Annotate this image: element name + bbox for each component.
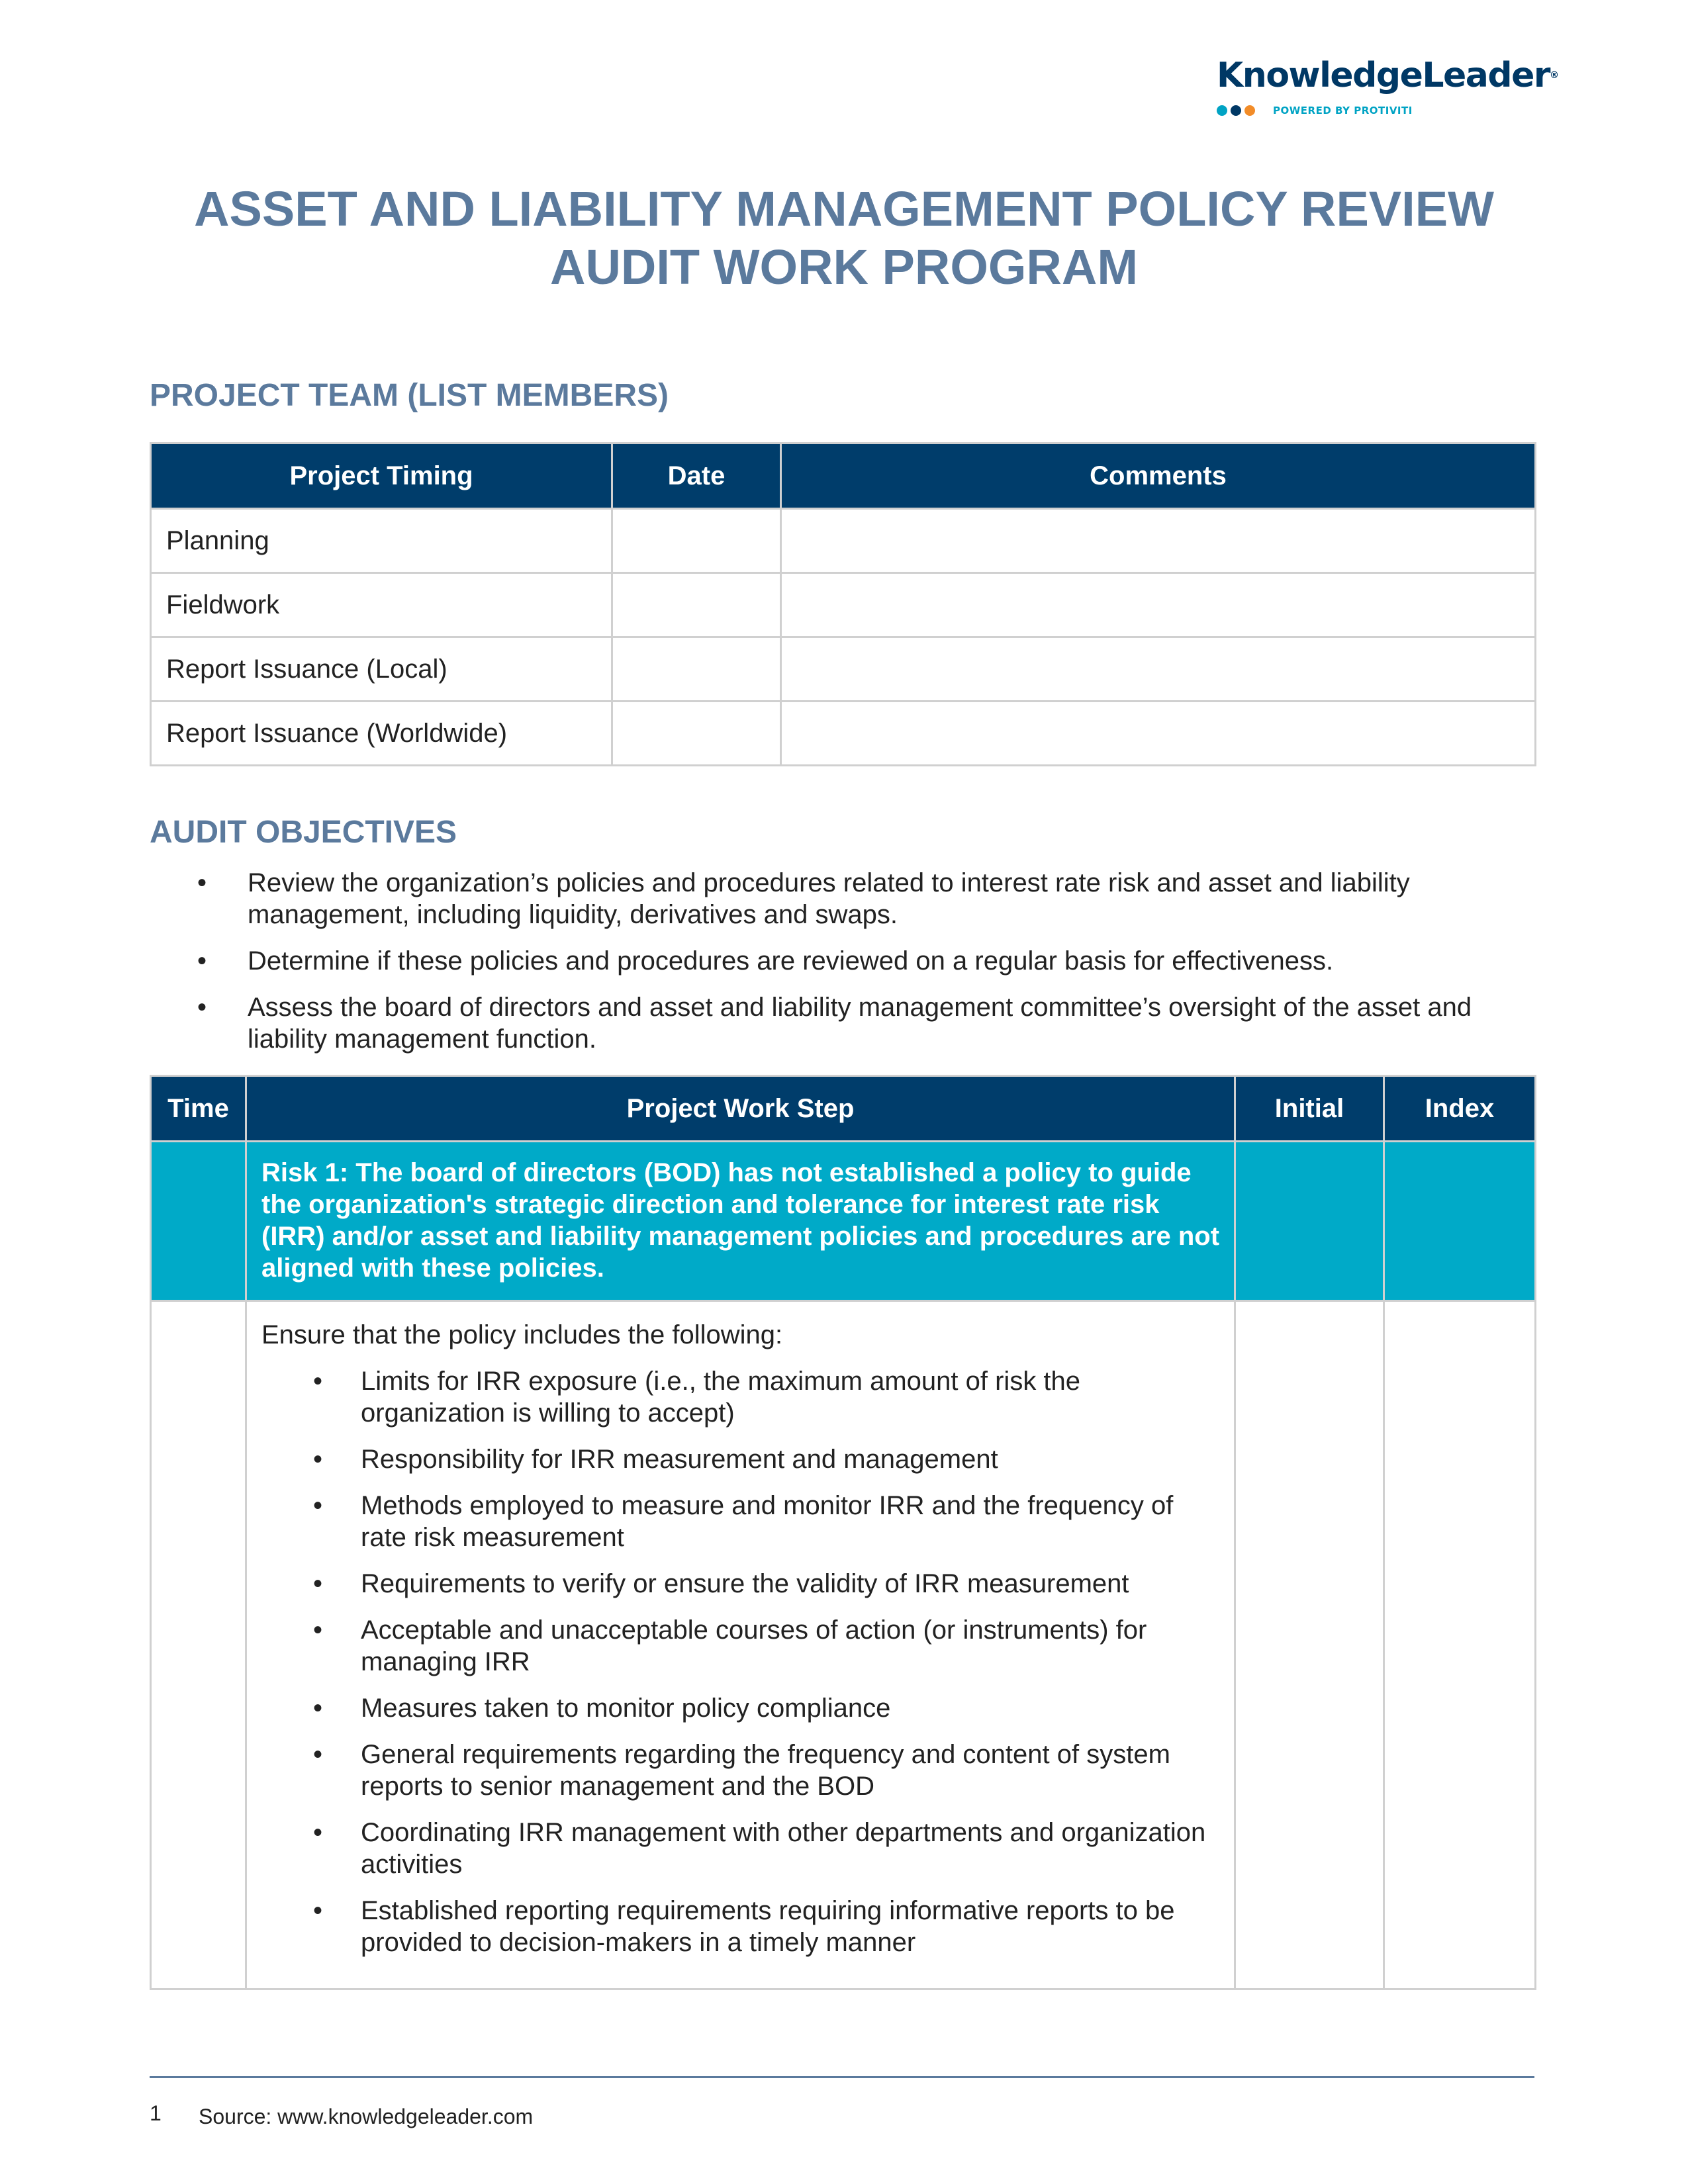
date-cell[interactable]	[612, 702, 781, 766]
work-program-table	[150, 1075, 1536, 1990]
logo-dot-orange-icon	[1244, 105, 1255, 116]
page-number: 1	[150, 2101, 162, 2125]
table-row	[151, 637, 1536, 702]
date-cell[interactable]	[612, 637, 781, 702]
step-initial-cell[interactable]	[1235, 1301, 1384, 1989]
date-cell[interactable]	[612, 509, 781, 573]
table-row	[151, 573, 1536, 637]
work-step-row	[151, 1301, 1536, 1989]
step-time-cell[interactable]	[151, 1301, 246, 1989]
logo-dot-navy-icon	[1231, 105, 1241, 116]
knowledgeleader-logo	[1217, 54, 1558, 127]
list-item: • Coordinating IRR management with other departments and organization activities	[261, 1817, 1219, 1880]
logo-dot-teal-icon	[1217, 105, 1227, 116]
list-item: • Review the organization’s policies and procedures related to interest rate risk and asset and liability management, including liquidity, derivatives and swaps.	[150, 867, 1534, 931]
risk-time-cell	[151, 1142, 246, 1301]
list-item: • Methods employed to measure and monitor IRR and the frequency of rate risk measurement	[261, 1490, 1219, 1553]
header-project-work-step: Project Work Step	[246, 1076, 1235, 1142]
table-row	[151, 509, 1536, 573]
header-time: Time	[151, 1076, 246, 1142]
step-index-cell[interactable]	[1384, 1301, 1536, 1989]
comments-cell[interactable]	[781, 702, 1536, 766]
comments-cell[interactable]	[781, 573, 1536, 637]
risk-index-cell	[1384, 1142, 1536, 1301]
document-title	[0, 180, 1688, 296]
footer-divider	[150, 2076, 1534, 2078]
header-initial: Initial	[1235, 1076, 1384, 1142]
comments-cell[interactable]	[781, 509, 1536, 573]
timing-cell: Report Issuance (Worldwide)	[151, 702, 612, 766]
table-header-row	[151, 1076, 1536, 1142]
audit-objectives-heading: AUDIT OBJECTIVES	[150, 815, 457, 850]
list-item: • Determine if these policies and procedures are reviewed on a regular basis for effectiveness.	[150, 945, 1534, 977]
step-content-cell	[246, 1301, 1235, 1989]
list-item: • Requirements to verify or ensure the validity of IRR measurement	[261, 1568, 1219, 1600]
audit-objectives-list	[150, 867, 1534, 1069]
step-intro: Ensure that the policy includes the following:	[261, 1320, 783, 1349]
project-team-heading: PROJECT TEAM (LIST MEMBERS)	[150, 378, 669, 413]
document-title-line2: AUDIT WORK PROGRAM	[550, 240, 1138, 295]
header-date: Date	[612, 443, 781, 509]
step-items-list	[261, 1365, 1219, 1958]
logo-brand-text: KnowledgeLeader	[1217, 56, 1550, 95]
logo-tagline: POWERED BY PROTIVITI	[1273, 105, 1413, 116]
header-index: Index	[1384, 1076, 1536, 1142]
risk-1-text: Risk 1: The board of directors (BOD) has not established a policy to guide the organization's strategic direction and tolerance for interest rate risk (IRR) and/or asset and liability management policies and procedures are not aligned with these policies.	[246, 1142, 1235, 1301]
project-timing-table	[150, 442, 1536, 766]
logo-registered-mark: ®	[1550, 70, 1558, 81]
list-item: • General requirements regarding the frequency and content of system reports to senior management and the BOD	[261, 1739, 1219, 1802]
footer-source: Source: www.knowledgeleader.com	[199, 2105, 534, 2128]
date-cell[interactable]	[612, 573, 781, 637]
table-header-row	[151, 443, 1536, 509]
list-item: • Responsibility for IRR measurement and management	[261, 1443, 1219, 1475]
header-comments: Comments	[781, 443, 1536, 509]
timing-cell: Report Issuance (Local)	[151, 637, 612, 702]
list-item: • Assess the board of directors and asset and liability management committee’s oversight of the asset and liability management function.	[150, 991, 1534, 1055]
list-item: • Limits for IRR exposure (i.e., the maximum amount of risk the organization is willing to accept)	[261, 1365, 1219, 1429]
comments-cell[interactable]	[781, 637, 1536, 702]
timing-cell: Fieldwork	[151, 573, 612, 637]
document-title-line1: ASSET AND LIABILITY MANAGEMENT POLICY REVIEW	[194, 181, 1494, 236]
list-item: • Established reporting requirements requiring informative reports to be provided to decision-makers in a timely manner	[261, 1895, 1219, 1958]
list-item: • Acceptable and unacceptable courses of action (or instruments) for managing IRR	[261, 1614, 1219, 1678]
list-item: • Measures taken to monitor policy compliance	[261, 1692, 1219, 1724]
risk-row	[151, 1142, 1536, 1301]
risk-initial-cell	[1235, 1142, 1384, 1301]
table-row	[151, 702, 1536, 766]
timing-cell: Planning	[151, 509, 612, 573]
header-project-timing: Project Timing	[151, 443, 612, 509]
